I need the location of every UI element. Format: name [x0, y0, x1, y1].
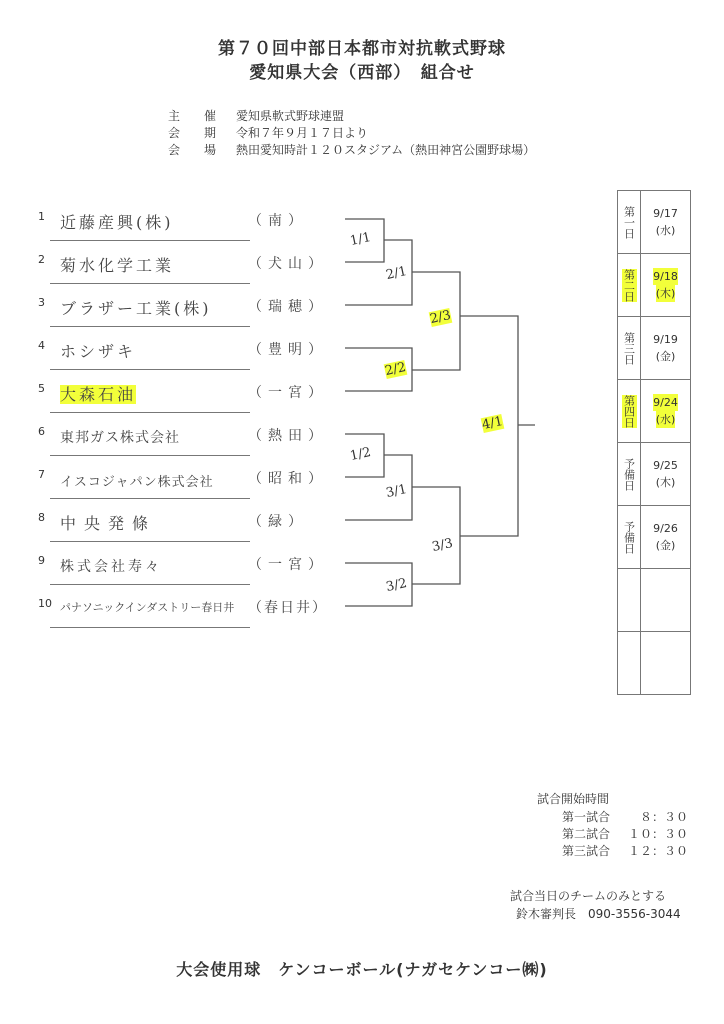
team-name: 近藤産興(株): [60, 213, 174, 232]
start-time-value: ８：３０: [639, 810, 688, 824]
team-name: パナソニックインダストリー春日井: [60, 601, 235, 614]
schedule-row-empty: [618, 569, 690, 632]
start-time-value: １２：３０: [627, 844, 688, 858]
team-underline: [50, 498, 250, 499]
schedule-date: 9/19: [653, 333, 678, 346]
team-underline: [50, 283, 250, 284]
schedule-row-empty: [618, 632, 690, 694]
team-underline: [50, 541, 250, 542]
team-area: （瑞穂）: [248, 299, 328, 315]
team-number: 4: [38, 339, 45, 352]
note-teams-only: 試合当日のチームのみとする: [510, 889, 667, 903]
team-area: （犬山）: [248, 256, 328, 272]
team-area: （熱田）: [248, 428, 328, 444]
team-name: 菊水化学工業: [60, 256, 175, 275]
match-label-highlighted: 2/2: [383, 359, 408, 380]
schedule-row: [618, 443, 690, 506]
schedule-day: 第一日: [618, 191, 641, 253]
info-label: 主 催: [168, 109, 217, 123]
team-area: （豊明）: [248, 342, 328, 358]
team-area: （一宮）: [248, 557, 328, 573]
schedule-day: [618, 380, 641, 442]
team-number: 5: [38, 382, 45, 395]
team-area: （一宮）: [248, 385, 328, 401]
team-underline: [50, 627, 250, 628]
start-time-label: 第二試合: [562, 827, 611, 841]
start-time-label: 第一試合: [562, 810, 611, 824]
schedule-date-cell: [641, 317, 690, 379]
schedule-day: [618, 254, 641, 316]
schedule-table: [617, 190, 691, 695]
schedule-date-cell: [641, 191, 690, 253]
schedule-weekday: (金): [655, 539, 676, 552]
team-underline: [50, 412, 250, 413]
schedule-row: [618, 506, 690, 569]
note-referee-contact: 鈴木審判長 090-3556-3044: [516, 907, 681, 921]
schedule-day: 第三日: [618, 317, 641, 379]
schedule-day-text: 第四日: [622, 394, 636, 428]
schedule-date-cell: [641, 443, 690, 505]
schedule-date-cell: [641, 380, 690, 442]
info-value: 熱田愛知時計１２０スタジアム（熱田神宮公園野球場）: [236, 143, 536, 157]
match-label: 3/2: [384, 575, 409, 596]
team-area: （南）: [248, 213, 308, 229]
info-venue: [168, 141, 535, 158]
team-name: 中央発條: [60, 514, 157, 533]
team-name-highlighted: [60, 382, 136, 405]
start-time-label: 第三試合: [562, 844, 611, 858]
title-line-2: 愛知県大会（西部） 組合せ: [249, 63, 475, 83]
match-label: 1/1: [348, 229, 373, 250]
team-name-text: 大森石油: [60, 385, 137, 404]
team-number: 1: [38, 210, 45, 223]
schedule-date-cell: [641, 254, 690, 316]
team-name: ホシザキ: [60, 342, 137, 361]
match-label-highlighted: 2/3: [428, 307, 453, 328]
schedule-day: 予備日: [618, 506, 641, 568]
team-number: 9: [38, 554, 45, 567]
team-number: 7: [38, 468, 45, 481]
schedule-date: 9/24: [653, 396, 678, 409]
bracket-line: [412, 487, 460, 584]
team-number: 3: [38, 296, 45, 309]
schedule-date: 9/26: [653, 522, 678, 535]
schedule-date-cell: [641, 506, 690, 568]
schedule-weekday: (水): [655, 224, 676, 237]
schedule-date: 9/17: [653, 207, 678, 220]
match-label-highlighted: 4/1: [480, 413, 505, 434]
schedule-date-cell: [641, 569, 690, 631]
schedule-day: [618, 569, 641, 631]
schedule-row: [618, 191, 690, 254]
match-label: 3/3: [430, 535, 455, 556]
team-underline: [50, 369, 250, 370]
match-label: 2/1: [384, 263, 409, 284]
team-name: 株式会社寿々: [60, 559, 162, 575]
title-line-1: 第７０回中部日本都市対抗軟式野球: [218, 39, 506, 59]
schedule-row: [618, 317, 690, 380]
schedule-day: 予備日: [618, 443, 641, 505]
schedule-row: [618, 254, 690, 317]
info-period: [168, 124, 368, 141]
team-number: 10: [38, 597, 52, 610]
info-label: 会 場: [168, 143, 217, 157]
official-ball-note: 大会使用球 ケンコーボール(ナガセケンコー㈱): [176, 960, 548, 979]
schedule-day-text: 第二日: [622, 268, 636, 302]
team-area: （昭和）: [248, 471, 328, 487]
schedule-date: 9/25: [653, 459, 678, 472]
schedule-date-cell: [641, 632, 690, 694]
match-label: 1/2: [348, 444, 373, 465]
team-underline: [50, 455, 250, 456]
schedule-weekday: (水): [655, 413, 676, 426]
team-underline: [50, 240, 250, 241]
team-area: （緑）: [248, 514, 308, 530]
team-underline: [50, 326, 250, 327]
schedule-day: [618, 632, 641, 694]
team-name: ブラザー工業(株): [60, 299, 212, 318]
schedule-weekday: (木): [655, 287, 676, 300]
team-number: 8: [38, 511, 45, 524]
match-label: 3/1: [384, 481, 409, 502]
team-name: 東邦ガス株式会社: [60, 430, 180, 446]
schedule-row: [618, 380, 690, 443]
info-value: 愛知県軟式野球連盟: [236, 109, 345, 123]
team-name: イスコジャパン株式会社: [60, 475, 214, 490]
team-underline: [50, 584, 250, 585]
team-number: 2: [38, 253, 45, 266]
schedule-date: 9/18: [653, 270, 678, 283]
info-organizer: [168, 107, 344, 124]
start-times-heading: 試合開始時間: [537, 792, 610, 806]
info-value: 令和７年９月１７日より: [236, 126, 369, 140]
schedule-weekday: (木): [655, 476, 676, 489]
info-label: 会 期: [168, 126, 217, 140]
team-number: 6: [38, 425, 45, 438]
start-time-value: １０：３０: [627, 827, 688, 841]
schedule-weekday: (金): [655, 350, 676, 363]
team-area: （春日井）: [248, 600, 328, 616]
